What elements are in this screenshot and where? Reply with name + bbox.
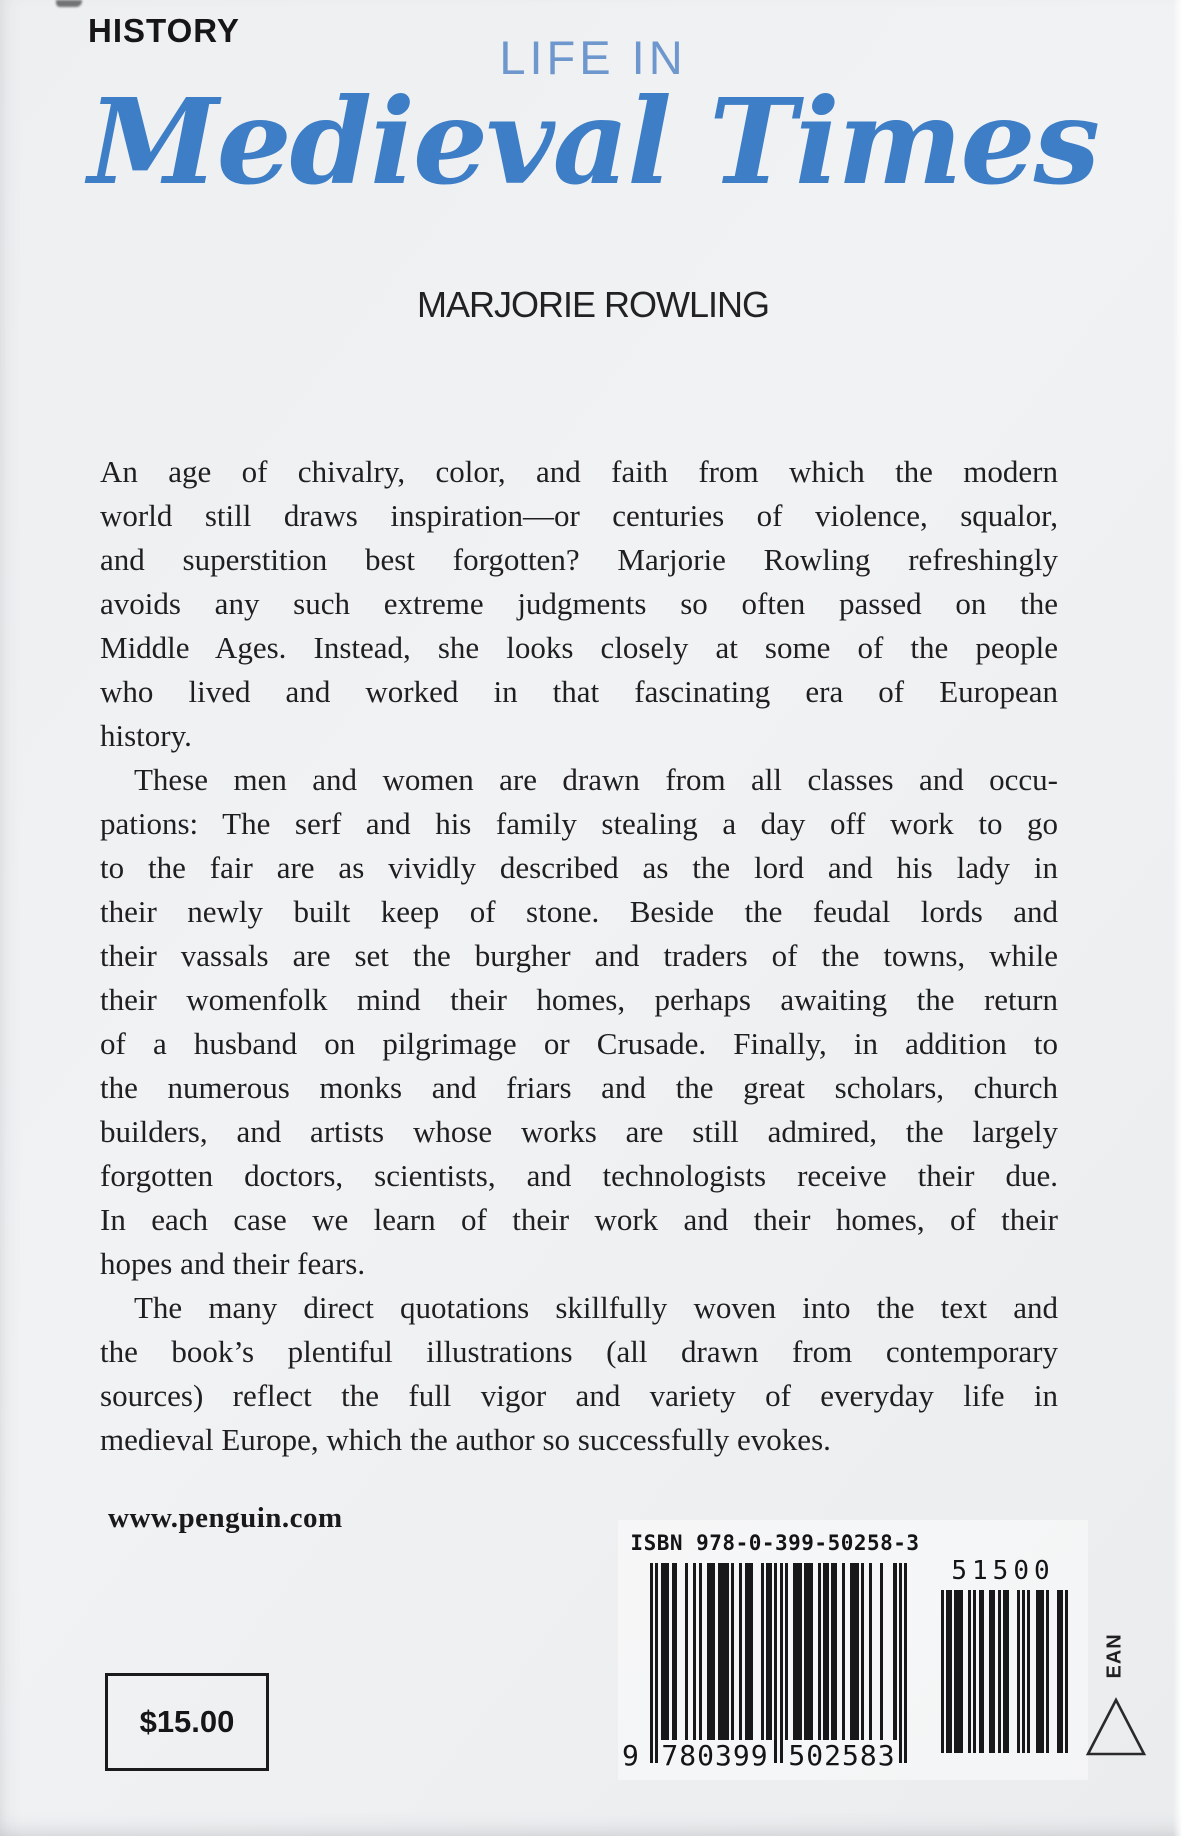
ean-digit-first: 9 (622, 1739, 639, 1772)
body-line: In each case we learn of their work and their homes, of their (100, 1202, 1058, 1237)
barcode-bar (650, 1563, 653, 1763)
barcode-bar (810, 1563, 813, 1740)
book-title: Medieval Times (87, 72, 1099, 211)
barcode-bar (655, 1563, 658, 1763)
barcode-bar (818, 1563, 821, 1740)
barcode-bar (856, 1563, 859, 1740)
barcode-bar (1027, 1590, 1030, 1753)
ean-triangle-icon (1085, 1697, 1147, 1757)
barcode-bar (674, 1563, 677, 1740)
barcode-bar (1065, 1590, 1068, 1753)
barcode-bar (861, 1563, 864, 1740)
barcode-bar (981, 1590, 984, 1753)
body-line: of a husband on pilgrimage or Crusade. Finally, in addition to (100, 1026, 1058, 1061)
barcode-bar (899, 1563, 902, 1763)
body-line: world still draws inspiration—or centuries of violence, squalor, (100, 498, 1058, 533)
body-line: the book’s plentiful illustrations (all drawn from contemporary (100, 1334, 1058, 1369)
body-line: who lived and worked in that fascinating era of European (100, 674, 1058, 709)
category-label: HISTORY (88, 12, 240, 49)
body-line: to the fair are as vividly described as the lord and his lady in (100, 850, 1058, 885)
barcode-bar (968, 1590, 971, 1753)
ean-symbol-label: EAN (1103, 1633, 1126, 1679)
body-line: Middle Ages. Instead, she looks closely at some of the people (100, 630, 1058, 665)
barcode-bar (780, 1563, 783, 1763)
body-line: These men and women are drawn from all classes and occu- (134, 762, 1058, 797)
barcode-bar (998, 1590, 1001, 1753)
body-line: their vassals are set the burgher and traders of the towns, while (100, 938, 1058, 973)
barcode-bar (693, 1563, 696, 1740)
price-box (105, 1673, 269, 1771)
synopsis-paragraph-3 (100, 1286, 1058, 1462)
barcode-bar (685, 1563, 688, 1740)
barcode-bar (880, 1563, 883, 1740)
barcode-bar (1022, 1590, 1025, 1753)
barcode-bar (761, 1563, 764, 1740)
barcode-bar (769, 1563, 772, 1740)
body-line: and superstition best forgotten? Marjorie Rowling refreshingly (100, 542, 1058, 577)
barcode-bar (1006, 1590, 1009, 1753)
body-line: hopes and their fears. (100, 1246, 366, 1281)
barcode-bar (1046, 1590, 1049, 1753)
body-line: their newly built keep of stone. Beside the feudal lords and (100, 894, 1058, 929)
body-line: avoids any such extreme judgments so often passed on the (100, 586, 1058, 621)
body-line: builders, and artists whose works are still admired, the largely (100, 1114, 1058, 1149)
ean-digits-left: 780399 (661, 1739, 769, 1772)
body-line: the numerous monks and friars and the great scholars, church (100, 1070, 1058, 1105)
publisher-website: www.penguin.com (108, 1502, 343, 1534)
ean-digits-right: 502583 (788, 1739, 896, 1772)
barcode-bar (1060, 1590, 1063, 1753)
barcode-bar (739, 1563, 742, 1740)
barcode-bar (960, 1590, 963, 1753)
barcode-bar (712, 1563, 715, 1740)
ean13-barcode (650, 1563, 907, 1763)
barcode-bar (785, 1563, 788, 1740)
price-label: $15.00 (139, 1704, 235, 1739)
barcode-bar (842, 1563, 845, 1740)
barcode-bar (973, 1590, 976, 1753)
barcode-bar (726, 1563, 729, 1740)
barcode-bar (941, 1590, 944, 1753)
barcode-bar (699, 1563, 702, 1740)
barcode-bar (731, 1563, 734, 1740)
addon-digits: 51500 (951, 1556, 1055, 1586)
barcode-bar (1041, 1590, 1044, 1753)
barcode-bar (750, 1563, 753, 1740)
barcode-bar (826, 1563, 829, 1740)
barcode-bar (904, 1563, 907, 1763)
photo-corner-smudge (56, 0, 82, 7)
body-line: pations: The serf and his family stealing a day off work to go (100, 806, 1058, 841)
barcode-bar (666, 1563, 669, 1740)
title-kicker: LIFE IN (499, 31, 687, 84)
barcode-bar (1017, 1590, 1020, 1753)
price-addon-barcode (938, 1590, 1068, 1753)
barcode-bar (869, 1563, 872, 1740)
body-line: The many direct quotations skillfully woven into the text and (134, 1290, 1058, 1325)
body-line: medieval Europe, which the author so successfully evokes. (100, 1422, 831, 1457)
synopsis-paragraph-1 (100, 450, 1058, 758)
synopsis-paragraph-2 (100, 758, 1058, 1286)
body-line: An age of chivalry, color, and faith from which the modern (100, 454, 1058, 489)
body-line: forgotten doctors, scientists, and technologists receive their due. (100, 1158, 1058, 1193)
barcode-bar (893, 1563, 896, 1740)
barcode-bar (949, 1590, 952, 1753)
synopsis-block (100, 450, 1058, 1462)
body-line: sources) reflect the full vigor and variety of everyday life in (100, 1378, 1058, 1413)
body-line: their womenfolk mind their homes, perhaps awaiting the return (100, 982, 1058, 1017)
isbn-label: ISBN 978-0-399-50258-3 (630, 1531, 920, 1555)
barcode-bar (799, 1563, 802, 1740)
barcode-bar (834, 1563, 837, 1740)
barcode-bar (774, 1563, 777, 1763)
photo-background-strip (1173, 0, 1186, 1836)
body-line: history. (100, 718, 192, 753)
barcode-bar (992, 1590, 995, 1753)
author-name: MARJORIE ROWLING (416, 284, 769, 325)
